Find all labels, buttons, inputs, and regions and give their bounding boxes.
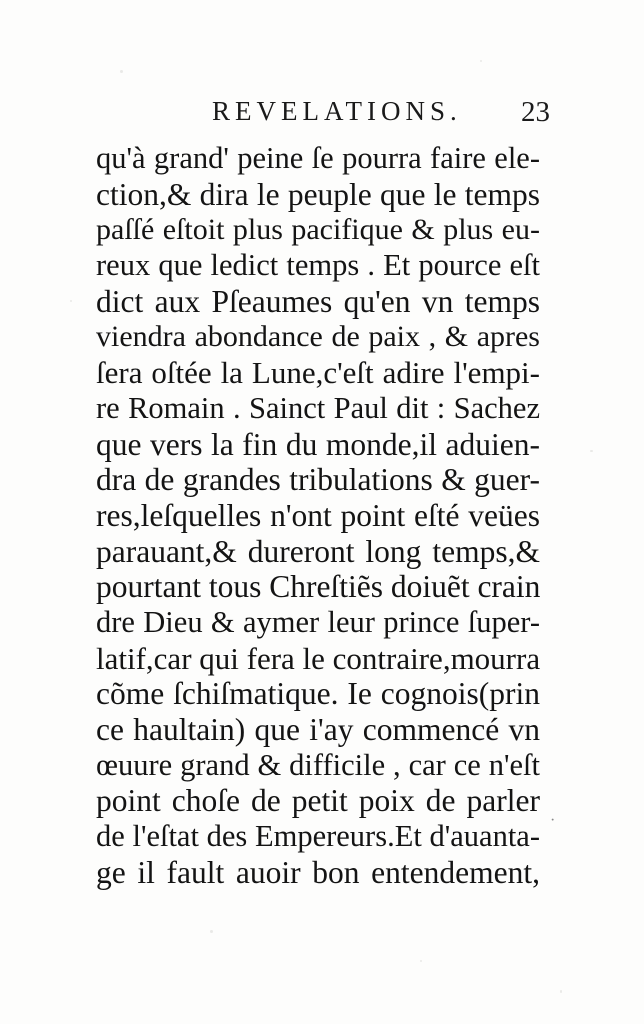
page-number: 23 — [521, 96, 550, 128]
body-text — [96, 141, 540, 890]
text-line: re Romain . Sainct Paul dit : Sachez — [96, 390, 540, 425]
text-line: paſſé eſtoit plus pacifique & plus eu- — [96, 213, 540, 247]
margin-mark: · — [550, 812, 556, 829]
text-line: latif,car qui fera le contraire,mourra — [96, 640, 541, 676]
text-line: cõme ſchiſmatique. Ie cognois(prin — [96, 676, 540, 712]
text-line: viendra abondance de paix , & apres — [96, 320, 540, 354]
text-line: ce haultain) que i'ay commencé vn — [96, 712, 540, 747]
text-line: point choſe de petit poix de parler — [96, 783, 540, 819]
paper-speck — [70, 300, 72, 302]
text-line: ction,& dira le peuple que le temps — [96, 176, 540, 212]
page-header — [84, 96, 560, 136]
text-line: dict aux Pſeaumes qu'en vn temps — [96, 283, 540, 319]
text-line: œuure grand & difficile , car ce n'eſt — [96, 747, 540, 782]
text-line: ge il fault auoir bon entendement, — [96, 854, 540, 890]
text-line: ſera oſtée la Lune,c'eſt adire l'empi- — [96, 355, 540, 391]
paper-speck — [120, 70, 123, 73]
text-line: dra de grandes tribulations & guer- — [96, 462, 540, 498]
paper-speck — [420, 960, 422, 962]
paper-speck — [480, 60, 482, 62]
text-line: res,leſquelles n'ont point eſté veües — [96, 497, 540, 533]
running-head: REVELATIONS. — [212, 96, 462, 126]
text-line: parauant,& dureront long temps,& — [96, 533, 540, 569]
text-line: reux que ledict temps . Et pource eſt — [96, 248, 540, 283]
text-line: qu'à grand' peine ſe pourra faire ele- — [96, 141, 540, 175]
text-line: dre Dieu & aymer leur prince ſuper- — [96, 604, 540, 639]
paper-speck — [210, 930, 213, 933]
text-line: que vers la fin du monde,il aduien- — [96, 426, 540, 462]
paper-speck — [590, 450, 593, 452]
paper-speck — [560, 990, 562, 993]
text-line: de l'eſtat des Empereurs.Et d'auanta- — [96, 819, 540, 854]
text-line: pourtant tous Chreſtiẽs doiuẽt crain — [96, 569, 541, 605]
